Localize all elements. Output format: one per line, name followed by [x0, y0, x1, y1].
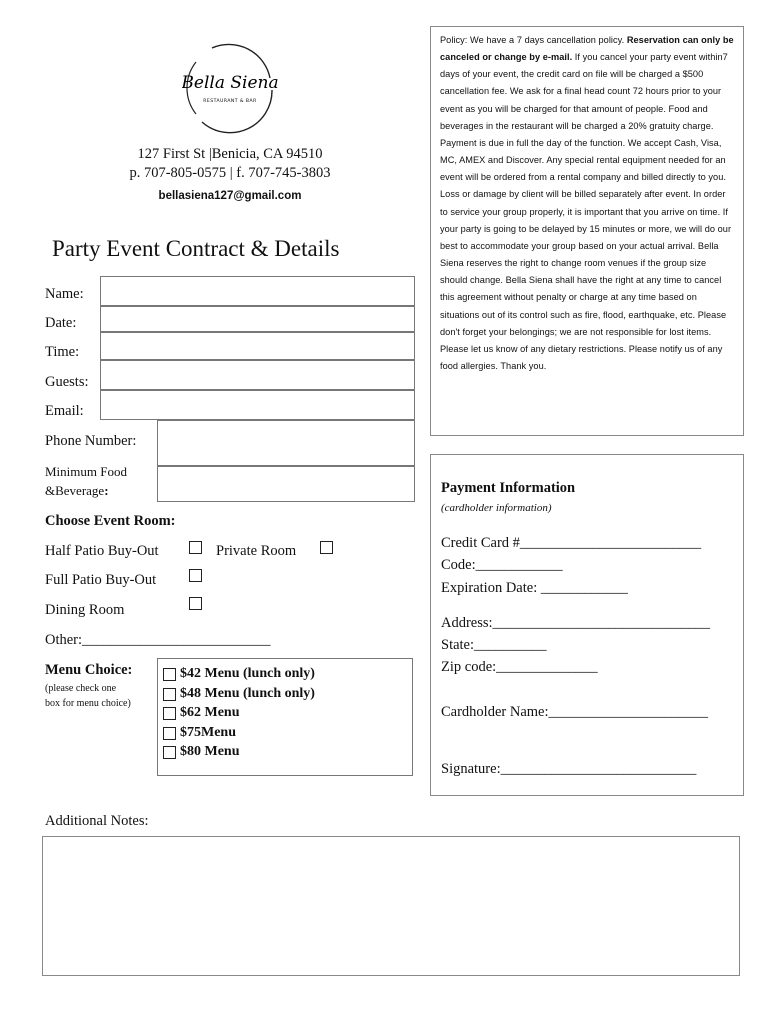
email-field[interactable] [100, 390, 415, 420]
dining-room-label: Dining Room [45, 602, 125, 618]
restaurant-address: 127 First St |Benicia, CA 94510 [137, 146, 323, 162]
zip-code-field[interactable]: Zip code:______________ [441, 659, 598, 675]
full-patio-label: Full Patio Buy-Out [45, 572, 157, 588]
guests-label: Guests: [45, 374, 89, 390]
min-food-colon: : [104, 483, 109, 498]
menu-42-label: $42 Menu (lunch only) [180, 666, 315, 681]
min-food-label-1: Minimum Food [45, 464, 127, 479]
half-patio-checkbox[interactable] [189, 541, 202, 554]
menu-hint-2: box for menu choice) [45, 698, 131, 709]
additional-notes-field[interactable] [42, 836, 740, 976]
payment-subheading: (cardholder information) [441, 502, 552, 514]
expiration-date-field[interactable]: Expiration Date: ____________ [441, 580, 628, 596]
menu-choice-heading: Menu Choice: [45, 662, 133, 678]
name-label: Name: [45, 286, 84, 302]
min-food-label-2 [45, 483, 109, 499]
bella-siena-logo [182, 38, 278, 134]
restaurant-email: bellasiena127@gmail.com [158, 190, 302, 202]
menu-48-label: $48 Menu (lunch only) [180, 686, 315, 701]
menu-75-label: $75Menu [180, 725, 236, 740]
phone-label: Phone Number: [45, 433, 137, 449]
state-field[interactable]: State:__________ [441, 637, 547, 653]
menu-80-checkbox[interactable] [163, 746, 176, 759]
private-room-label: Private Room [216, 543, 297, 559]
cardholder-name-field[interactable]: Cardholder Name:______________________ [441, 704, 709, 720]
guests-field[interactable] [100, 360, 415, 390]
event-room-heading: Choose Event Room: [45, 513, 176, 529]
card-code-field[interactable]: Code:____________ [441, 557, 563, 573]
full-patio-checkbox[interactable] [189, 569, 202, 582]
menu-42-checkbox[interactable] [163, 668, 176, 681]
email-label: Email: [45, 403, 84, 419]
phone-field[interactable] [157, 420, 415, 466]
additional-notes-label: Additional Notes: [45, 813, 149, 829]
time-label: Time: [45, 344, 80, 360]
menu-62-checkbox[interactable] [163, 707, 176, 720]
other-room-field[interactable]: Other:__________________________ [45, 632, 271, 648]
date-field[interactable] [100, 306, 415, 332]
payment-heading: Payment Information [441, 480, 576, 496]
policy-body: If you cancel your party event within7 days of your event, the credit card on file will be charged a $500 cancellation fee. We ask for a final head count 72 hours prior to your event as you will be charged for that amount of people. Food and beverages in the restaurant will be charged a 20% gratuity charge. Payment is due in full the day of the function. We accept Cash, Visa, MC, AMEX and Discover. Any special rental equipment needed for an event will be ordered from a rental company and billed directly to you. Loss or damage by client will be billed separately after event. In order to service your group properly, it is important that you arrive on time. If your party is going to be delayed by 15 minutes or more, we will do our best to accommodate your group based on your actual arrival. Bella Siena reserves the right to change room venues if the group size should change. Bella Siena shall have the right at any time to cancel this agreement without penalty or charge at any time based on situations out of its control such as fire, flood, earthquake, etc. Please don't forget your belongings; we are not responsible for lost items. Please let us know of any dietary restrictions. Please notify us of any food allergies. Thank you. [440, 52, 732, 371]
min-food-label-text: &Beverage [45, 483, 105, 498]
menu-hint-1: (please check one [45, 683, 117, 694]
menu-75-checkbox[interactable] [163, 727, 176, 740]
svg-text:RESTAURANT & BAR: RESTAURANT & BAR [203, 99, 257, 104]
credit-card-field[interactable]: Credit Card #_________________________ [441, 535, 702, 551]
policy-email-rule: Reservation can only be canceled or change by e-mail. [440, 35, 734, 63]
time-field[interactable] [100, 332, 415, 360]
private-room-checkbox[interactable] [320, 541, 333, 554]
menu-48-checkbox[interactable] [163, 688, 176, 701]
menu-62-label: $62 Menu [180, 705, 240, 720]
dining-room-checkbox[interactable] [189, 597, 202, 610]
signature-field[interactable]: Signature:___________________________ [441, 761, 697, 777]
policy-intro: Policy: We have a 7 days cancellation policy. [440, 35, 627, 45]
date-label: Date: [45, 315, 77, 331]
cancellation-policy [430, 26, 744, 436]
name-field[interactable] [100, 276, 415, 306]
svg-text:Bella Siena: Bella Siena [182, 73, 278, 93]
address-field[interactable]: Address:______________________________ [441, 615, 711, 631]
half-patio-label: Half Patio Buy-Out [45, 543, 159, 559]
restaurant-phones: p. 707-805-0575 | f. 707-745-3803 [129, 165, 331, 181]
min-food-field[interactable] [157, 466, 415, 502]
page-title: Party Event Contract & Details [52, 236, 340, 261]
payment-information-box [430, 454, 744, 796]
menu-80-label: $80 Menu [180, 744, 240, 759]
